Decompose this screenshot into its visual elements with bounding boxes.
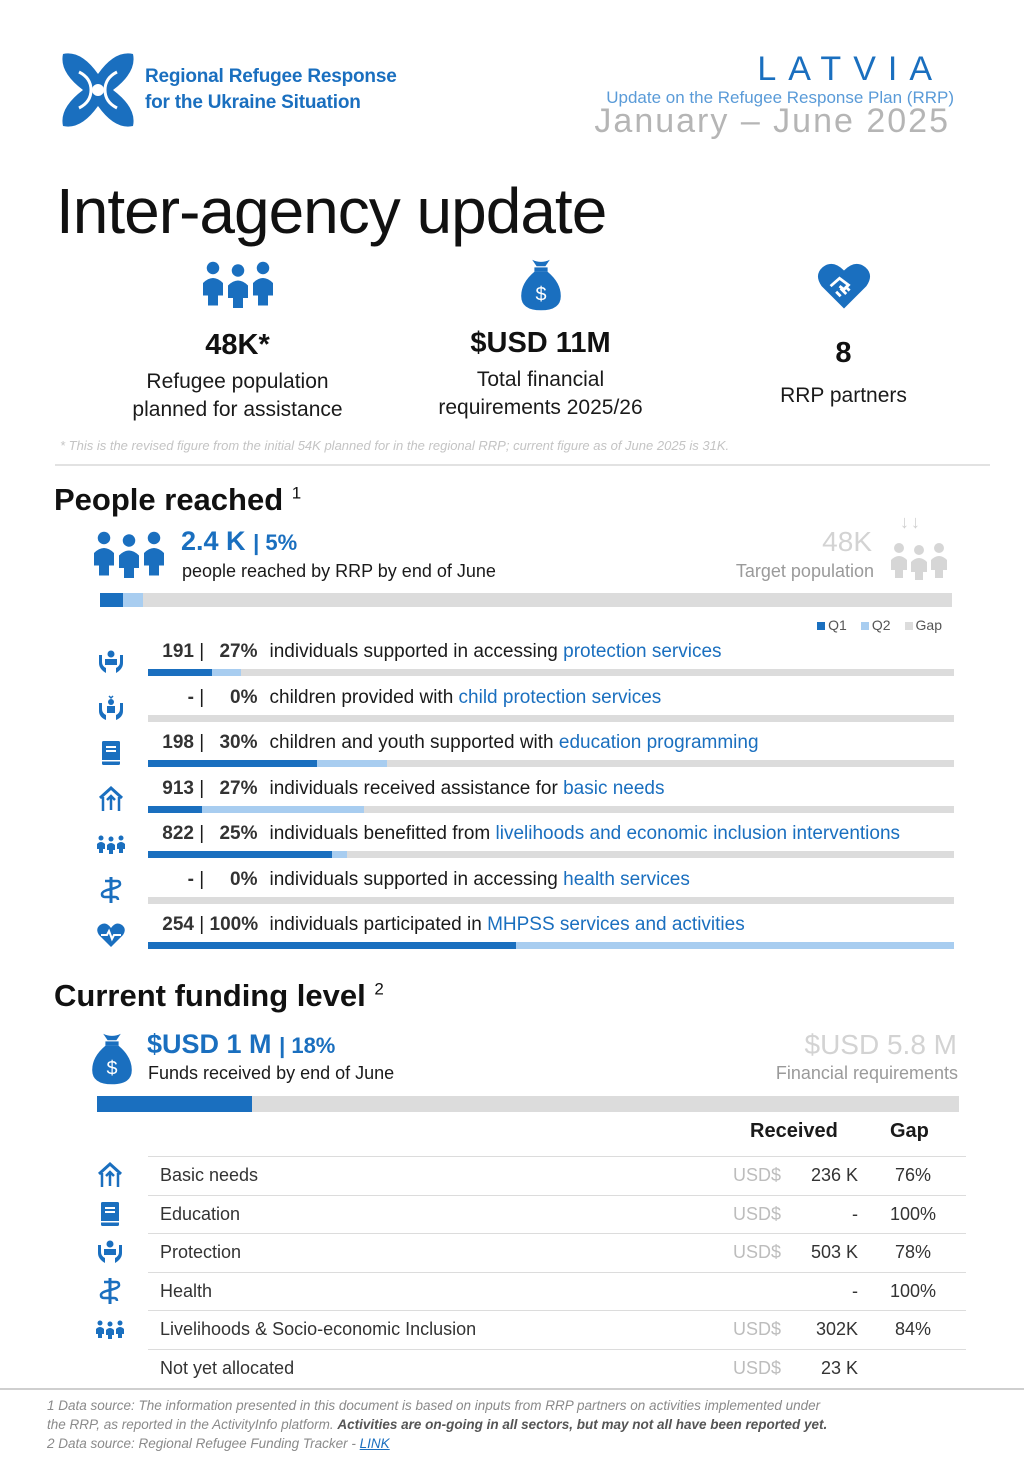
indicator-description: individuals supported in accessing <box>269 868 564 890</box>
indicator-row <box>90 687 954 733</box>
indicator-progress-bar <box>148 806 954 813</box>
protection-icon <box>96 647 126 677</box>
kpi-financial-requirements <box>403 256 678 422</box>
indicator-text: 191 | 27% individuals supported in accessing protection services <box>150 641 722 663</box>
org-name-line2: for the Ukraine Situation <box>145 92 361 113</box>
kpi-rrp-partners <box>706 256 981 410</box>
kpi-refugee-population <box>100 258 375 424</box>
people-group-grey-icon <box>884 540 954 580</box>
target-population-label: Target population <box>735 561 874 581</box>
sector-name: Health <box>160 1280 213 1301</box>
indicator-text: 198 | 30% children and youth supported with education programming <box>150 732 759 754</box>
funding-value <box>147 1029 335 1060</box>
kpi-label: planned for assistance <box>132 398 343 421</box>
basic-needs-icon <box>95 1160 125 1190</box>
funding-progress-bar <box>97 1096 959 1112</box>
child-protection-icon <box>96 693 126 723</box>
sector-name: Livelihoods & Socio-economic Inclusion <box>160 1319 477 1339</box>
financial-requirements-value: $USD 5.8 M <box>804 1029 957 1060</box>
currency-label: USD$ <box>733 1242 782 1262</box>
gap-percent: 100% <box>889 1203 937 1224</box>
bar-q1 <box>148 942 516 949</box>
table-row <box>90 1349 966 1388</box>
kpi-value: $USD 11M <box>470 327 611 359</box>
indicator-sector-link[interactable]: basic needs <box>563 777 665 799</box>
bar-q1 <box>148 806 202 813</box>
gap-percent: 76% <box>894 1165 932 1185</box>
indicator-description: children provided with <box>269 686 459 708</box>
money-bag-icon <box>90 1030 134 1088</box>
gap-percent: 78% <box>894 1242 932 1262</box>
report-subtitle: Update on the Refugee Response Plan (RRP) <box>606 88 954 107</box>
people-group-icon <box>85 528 173 578</box>
indicator-number: - <box>187 868 194 890</box>
funding-label: Funds received by end of June <box>148 1063 395 1083</box>
indicator-sector-link[interactable]: livelihoods and economic inclusion interventions <box>495 823 901 844</box>
reached-percent: | 5% <box>253 530 298 555</box>
funding-table <box>90 1120 966 1387</box>
funds-received: $USD 1 M <box>147 1029 272 1059</box>
page-title: Inter-agency update <box>56 175 607 247</box>
section-title-text: Current funding level <box>54 978 366 1013</box>
indicator-number: 254 <box>162 914 194 935</box>
indicator-text: 913 | 27% individuals received assistance for basic needs <box>150 778 665 800</box>
indicator-progress-bar <box>148 760 954 767</box>
indicator-description: individuals received assistance for <box>269 777 564 799</box>
indicator-percent: 100% <box>209 914 259 935</box>
bar-q1 <box>100 593 123 607</box>
unhcr-rrp-logo <box>55 48 141 132</box>
report-period: January – June 2025 <box>594 102 950 140</box>
indicator-percent: 0% <box>230 868 258 890</box>
livelihoods-icon <box>96 829 126 859</box>
basic-needs-icon <box>96 784 126 814</box>
health-icon <box>96 875 126 905</box>
divider <box>55 464 990 466</box>
funds-percent: | 18% <box>279 1033 336 1058</box>
people-reached-title <box>54 482 301 518</box>
org-name <box>145 64 397 116</box>
indicator-number: - <box>187 686 194 708</box>
people-reached-label: people reached by RRP by end of June <box>182 561 496 581</box>
currency-label: USD$ <box>733 1203 782 1224</box>
indicator-percent: 0% <box>230 686 258 708</box>
indicator-progress-bar <box>148 669 954 676</box>
indicator-description: children and youth supported with <box>269 732 559 753</box>
target-population-value: 48K <box>822 526 872 557</box>
people-reached-progress-bar <box>100 593 952 607</box>
footer-divider <box>0 1388 1024 1390</box>
received-amount: - <box>852 1203 858 1224</box>
currency-label: USD$ <box>733 1165 782 1185</box>
indicator-sector-link[interactable]: education programming <box>558 732 759 753</box>
people-reached-value <box>181 526 297 557</box>
table-row <box>90 1233 966 1272</box>
indicator-row <box>90 641 954 687</box>
sector-name: Protection <box>160 1242 242 1262</box>
bar-funded <box>97 1096 252 1112</box>
indicator-percent: 25% <box>219 823 258 844</box>
table-row <box>90 1156 966 1195</box>
money-bag-icon <box>519 256 563 314</box>
received-amount: 23 K <box>820 1357 858 1378</box>
people-group-icon <box>193 258 283 308</box>
gap-percent: 100% <box>889 1280 937 1301</box>
indicator-description: individuals participated in <box>269 914 488 935</box>
source-note-1: 1 Data source: The information presented in this document is based on inputs from RRP partners on activities implemented under the RRP, as reported in the ActivityInfo platform. Activities are on-going in all sectors, but may not all have been reported yet. 2 Data source: Regional Refugee Funding Tracker - LINK <box>47 1398 828 1451</box>
table-row <box>90 1310 966 1349</box>
indicator-progress-bar <box>148 942 954 949</box>
indicator-progress-bar <box>148 897 954 904</box>
indicator-description: individuals benefitted from <box>269 823 496 844</box>
table-row <box>90 1195 966 1234</box>
legend-gap: Gap <box>905 617 942 633</box>
sector-name: Education <box>160 1203 241 1224</box>
mhpss-heart-icon <box>96 920 126 950</box>
livelihoods-icon <box>95 1314 125 1344</box>
arrow-down-icon: ↓↓ <box>900 512 922 532</box>
kpi-footnote: * This is the revised figure from the initial 54K planned for in the regional RRP; current figure as of June 2025 is 31K. <box>60 438 730 453</box>
indicator-number: 191 <box>162 641 194 662</box>
indicator-text: 254 | 100% individuals participated in MHPSS services and activities <box>150 914 745 936</box>
received-amount: 236 K <box>810 1165 858 1185</box>
reached-number: 2.4 K <box>181 526 246 556</box>
indicator-sector-link[interactable]: child protection services <box>458 686 662 708</box>
kpi-label: Total financial <box>476 368 605 391</box>
indicator-percent: 27% <box>219 641 258 662</box>
bar-q1 <box>148 851 332 858</box>
funding-tracker-link[interactable]: LINK <box>359 1436 390 1451</box>
indicator-row <box>90 869 954 915</box>
indicator-percent: 30% <box>219 732 258 753</box>
bar-q1 <box>148 760 317 767</box>
col-received: Received <box>750 1120 838 1142</box>
indicator-text: 822 | 25% individuals benefitted from livelihoods and economic inclusion interventions <box>150 823 900 845</box>
kpi-label: Refugee population <box>146 370 329 393</box>
chart-legend <box>817 617 942 633</box>
kpi-value: 48K* <box>205 329 270 361</box>
handshake-icon <box>816 256 872 314</box>
received-amount: - <box>852 1280 858 1301</box>
indicator-number: 198 <box>162 732 194 753</box>
kpi-label: requirements 2025/26 <box>438 396 643 419</box>
indicator-row <box>90 778 954 824</box>
indicator-description: individuals supported in accessing <box>269 641 564 662</box>
country-name: LATVIA <box>757 50 944 88</box>
protection-icon <box>95 1237 125 1267</box>
gap-percent: 84% <box>894 1319 932 1339</box>
indicator-number: 822 <box>162 823 194 844</box>
indicator-number: 913 <box>162 777 194 799</box>
indicator-sector-link[interactable]: protection services <box>563 641 722 662</box>
bar-q1 <box>148 669 212 676</box>
health-icon <box>95 1276 125 1306</box>
received-amount: 302K <box>815 1319 858 1339</box>
kpi-value: 8 <box>835 337 852 369</box>
indicator-row <box>90 823 954 869</box>
indicator-progress-bar <box>148 715 954 722</box>
indicator-row <box>90 732 954 778</box>
funding-title <box>54 978 384 1014</box>
education-icon <box>96 738 126 768</box>
legend-q2: Q2 <box>861 617 891 633</box>
indicator-text: - | 0% children provided with child protection services <box>150 687 661 709</box>
kpi-label: RRP partners <box>780 384 907 407</box>
section-title-text: People reached <box>54 482 284 517</box>
footnote-ref: 1 <box>291 483 302 503</box>
indicator-text: - | 0% individuals supported in accessing health services <box>150 869 690 891</box>
education-icon <box>95 1199 125 1229</box>
table-row <box>90 1272 966 1311</box>
indicator-row <box>90 914 954 960</box>
col-gap: Gap <box>890 1120 929 1142</box>
table-header <box>90 1120 966 1156</box>
indicator-sector-link[interactable]: health services <box>563 868 690 890</box>
indicator-sector-link[interactable]: MHPSS services and activities <box>487 914 745 935</box>
financial-requirements-label: Financial requirements <box>775 1063 958 1083</box>
sector-name: Not yet allocated <box>160 1357 295 1378</box>
currency-label: USD$ <box>733 1357 782 1378</box>
received-amount: 503 K <box>810 1242 858 1262</box>
footnote-ref: 2 <box>374 979 384 999</box>
indicator-percent: 27% <box>219 777 258 799</box>
indicator-progress-bar <box>148 851 954 858</box>
org-name-line1: Regional Refugee Response <box>145 66 397 87</box>
sector-name: Basic needs <box>160 1165 259 1185</box>
legend-q1: Q1 <box>817 617 847 633</box>
currency-label: USD$ <box>733 1319 782 1339</box>
